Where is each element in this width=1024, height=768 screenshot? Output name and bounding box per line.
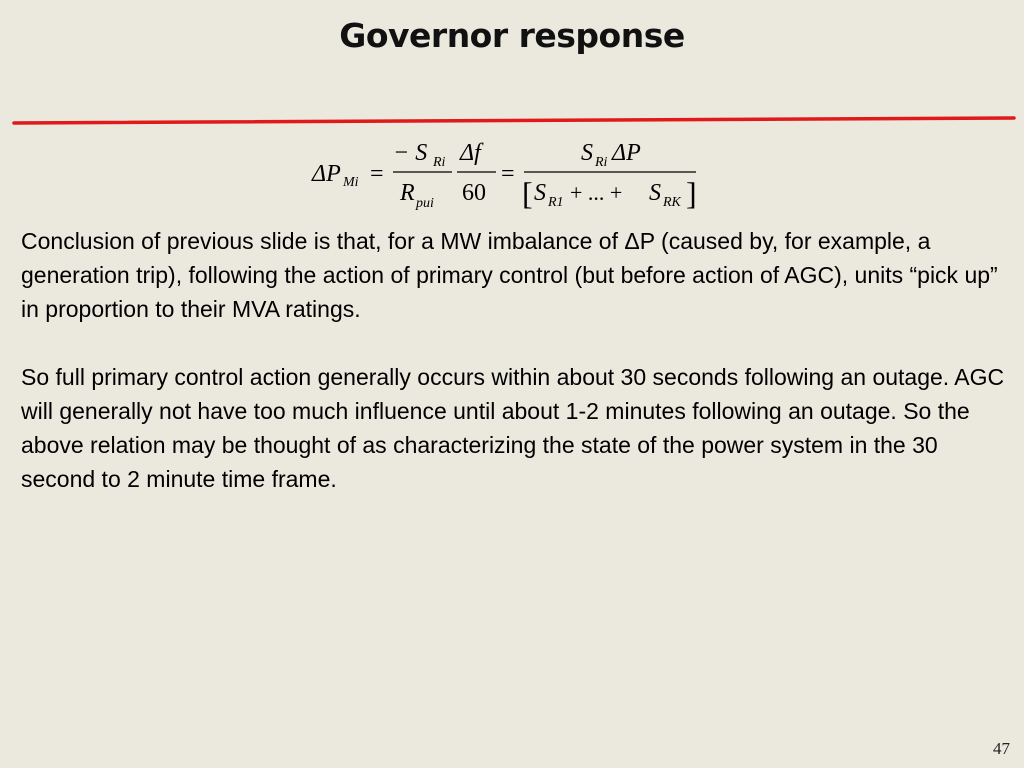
fraction3-den-s2-sub: RK [663, 195, 681, 210]
paragraph-conclusion: Conclusion of previous slide is that, for a MW imbalance of ΔP (caused by, for example, a generation trip), following the action of primary control (but before action of AGC), units “pick up” in proportion to their MVA ratings. [21, 228, 998, 322]
fraction1-numerator: − S [393, 140, 428, 166]
formula-lhs-sub: Mi [343, 175, 359, 190]
fraction3-open-bracket: [ [522, 175, 533, 211]
fraction3-close-bracket: ] [686, 175, 697, 211]
formula-equals-2: = [501, 161, 515, 187]
paragraph-timing: So full primary control action generally occurs within about 30 seconds following an outage. AGC will generally not have too much influence until about 1-2 minutes following an outage. So the above relation may be thought of as characterizing the state of the power system in the 30 second to 2 minute time frame. [21, 364, 1005, 492]
fraction3-den-s2: S [649, 180, 661, 206]
fraction1-numerator-sub: Ri [433, 155, 446, 170]
fraction3-numerator: S [581, 140, 593, 166]
formula-equals-1: = [370, 161, 384, 187]
slide-body [21, 224, 1011, 530]
fraction3-numerator-tail: ΔP [612, 140, 641, 166]
fraction1-denominator-sub: pui [416, 196, 434, 211]
slide-title: Governor response [339, 16, 685, 55]
fraction3-den-mid: + ... + [570, 180, 623, 205]
fraction2-numerator: Δf [460, 140, 481, 166]
fraction2-denominator: 60 [462, 180, 486, 206]
fraction3-numerator-sub: Ri [595, 155, 608, 170]
fraction1-denominator: R [400, 180, 415, 206]
fraction3-den-s1-sub: R1 [548, 195, 564, 210]
page-number: 47 [993, 739, 1010, 758]
formula-lhs: ΔP [312, 161, 341, 187]
governor-formula [300, 136, 720, 220]
fraction3-den-s1: S [534, 180, 546, 206]
